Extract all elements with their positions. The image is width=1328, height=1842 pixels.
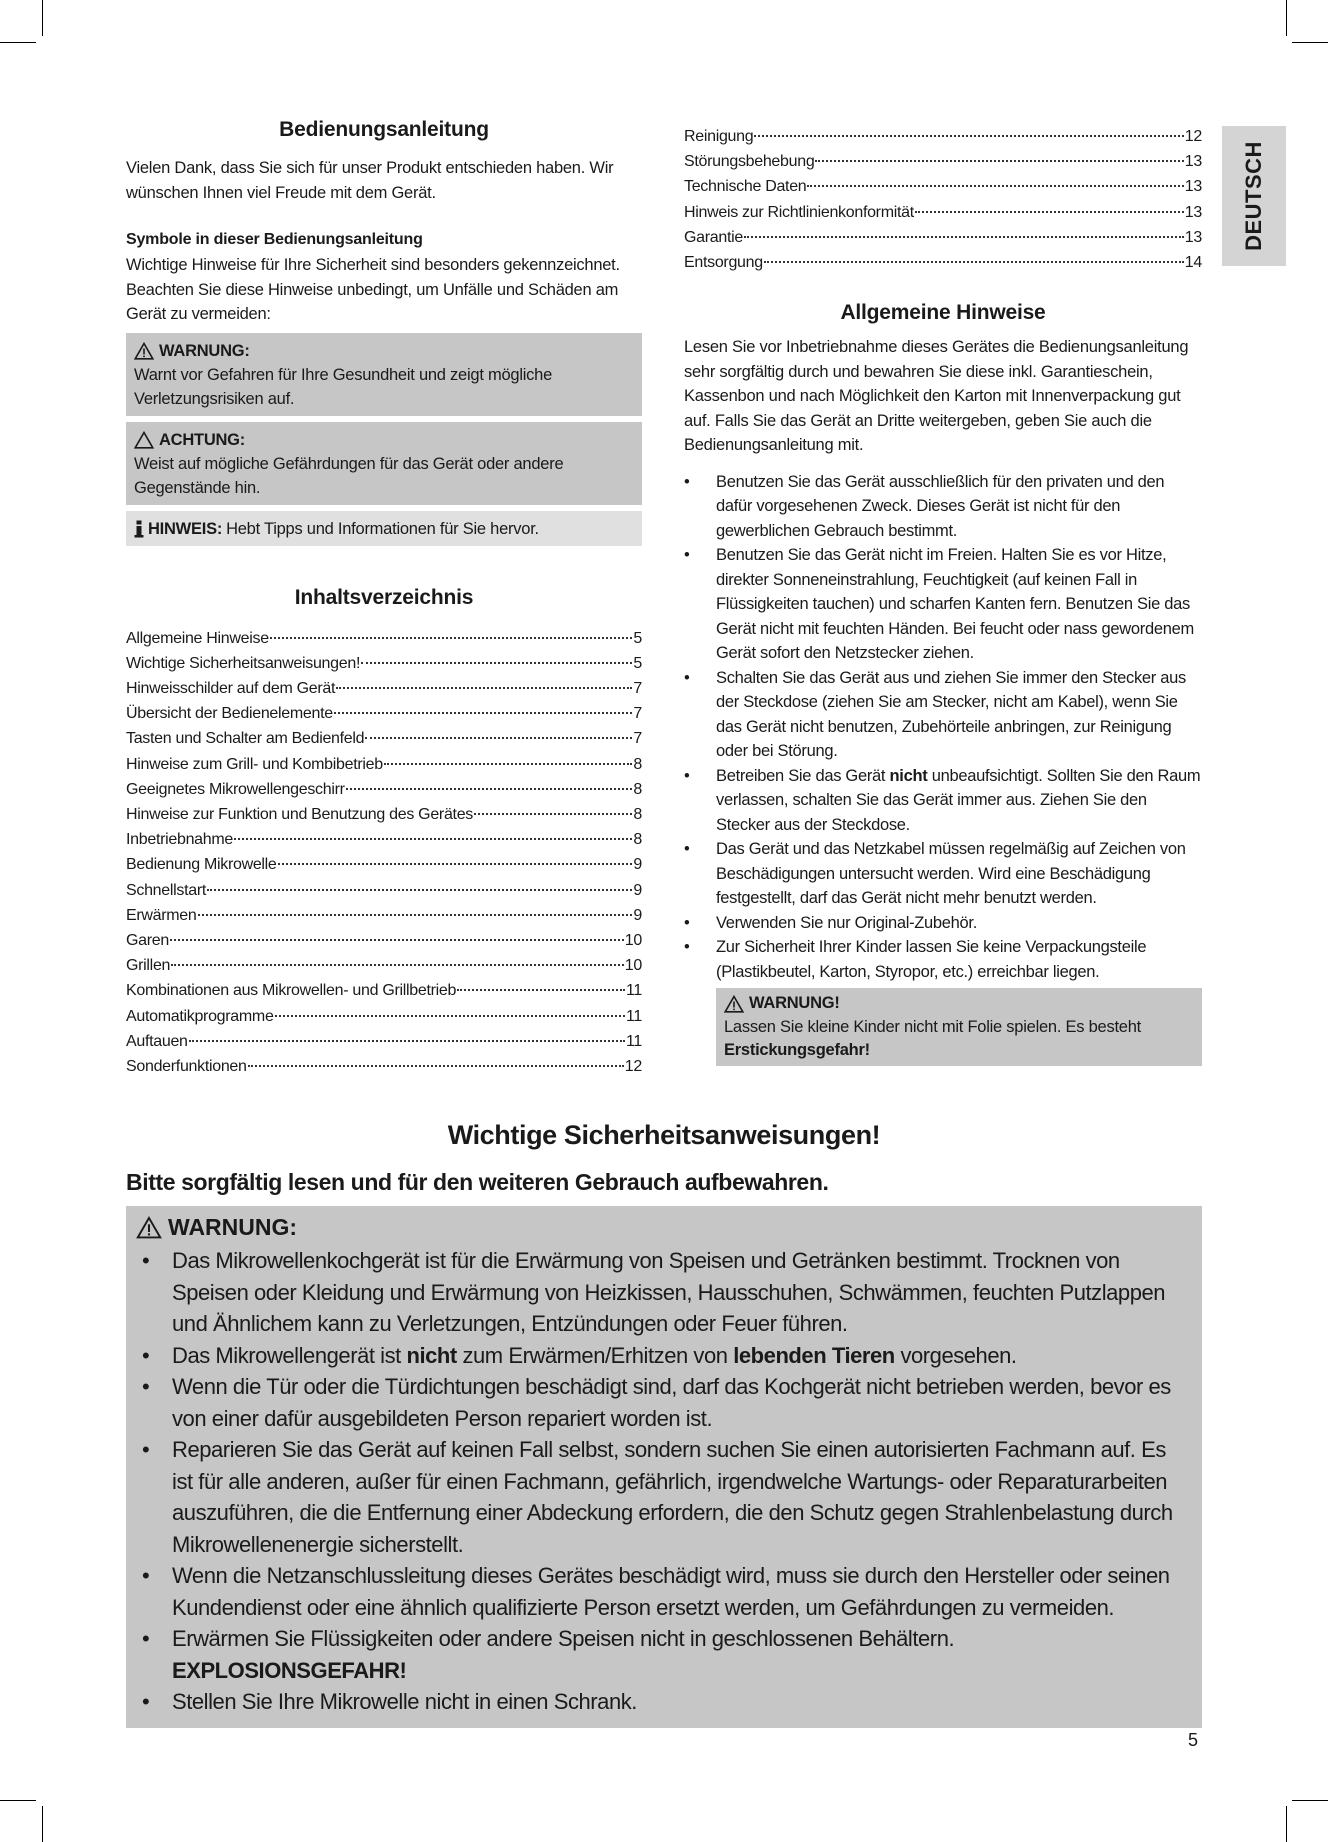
toc-leader-dots: [384, 763, 633, 765]
toc-entry: [126, 928, 642, 953]
safety-section: [126, 1120, 1202, 1728]
page-number: 5: [1188, 1730, 1199, 1750]
toc-leader-dots: [457, 989, 625, 991]
toc-entry-label: Geeignetes Mikrowellengeschirr: [126, 780, 345, 798]
toc-entry-label: Wichtige Sicherheitsanweisungen!: [126, 654, 361, 672]
safety-subtitle: Bitte sorgfältig lesen und für den weiteren Gebrauch aufbewahren.: [126, 1169, 829, 1195]
toc-entry-label: Hinweis zur Richtlinienkonformität: [684, 203, 914, 221]
left-column: [126, 118, 642, 1079]
toc-entry: [126, 1029, 642, 1054]
safety-item-text: Erwärmen Sie Flüssigkeiten oder andere Speisen nicht in geschlossenen Behältern.: [172, 1626, 955, 1651]
toc-entry: [126, 1004, 642, 1029]
child-warning-box: [716, 988, 1202, 1066]
toc-entry: [126, 726, 642, 751]
toc-entry-page: 12: [1184, 128, 1202, 145]
toc-entry-page: 8: [633, 755, 642, 773]
toc-leader-dots: [248, 1065, 624, 1067]
toc-entry-label: Automatikprogramme: [126, 1007, 274, 1025]
toc-entry-label: Tasten und Schalter am Bedienfeld: [126, 730, 365, 748]
toc-leader-dots: [754, 135, 1183, 137]
toc-leader-dots: [334, 712, 633, 714]
caution-triangle-icon: [134, 431, 154, 449]
general-notes-list: [684, 470, 1202, 985]
toc-leader-dots: [270, 637, 633, 639]
list-item: [684, 470, 1202, 544]
caution-box: [126, 422, 642, 505]
toc-entry: [126, 852, 642, 877]
toc-entry-page: 11: [625, 1007, 642, 1025]
toc-entry-page: 9: [633, 856, 642, 874]
toc-entry-page: 10: [624, 957, 642, 975]
note-box: [126, 511, 642, 546]
toc-leader-dots: [744, 236, 1184, 238]
safety-item-emphasis: lebenden Tieren: [733, 1342, 895, 1368]
toc-entry-page: 5: [633, 629, 642, 647]
toc-entry-page: 8: [633, 831, 642, 849]
toc-entry-label: Bedienung Mikrowelle: [126, 856, 277, 874]
intro-text: Vielen Dank, dass Sie sich für unser Produkt entschieden haben. Wir wünschen Ihnen viel Freude mit dem Gerät.: [126, 159, 614, 202]
toc-entry-label: Allgemeine Hinweise: [126, 629, 269, 647]
crop-mark: [1286, 1806, 1287, 1842]
toc-leader-dots: [474, 813, 632, 815]
toc-entry: [126, 1054, 642, 1079]
crop-mark: [1286, 0, 1287, 36]
toc-entry: [126, 878, 642, 903]
toc-entry: [126, 651, 642, 676]
safety-item: [136, 1245, 1190, 1340]
manual-title: Bedienungsanleitung: [279, 118, 489, 141]
list-item: [684, 911, 1202, 936]
toc-leader-dots: [336, 687, 632, 689]
toc-leader-dots: [207, 889, 632, 891]
safety-item-text: Wenn die Netzanschlussleitung dieses Gerätes beschädigt wird, muss sie durch den Hersteller oder seinen Kundendienst oder eine ähnlich qualifizierte Person ersetzt werden, um Gefährdungen zu vermeiden.: [172, 1563, 1170, 1620]
toc-entry-page: 7: [633, 705, 642, 723]
table-of-contents-continued: [684, 124, 1202, 275]
crop-mark: [42, 1806, 43, 1842]
toc-entry-label: Auftauen: [126, 1032, 188, 1050]
warning-triangle-icon: [136, 1216, 162, 1239]
safety-item: [136, 1623, 1190, 1686]
toc-entry-label: Übersicht der Bedienelemente: [126, 705, 333, 723]
note-text: Hebt Tipps und Informationen für Sie hervor.: [226, 519, 539, 538]
toc-entry-label: Hinweisschilder auf dem Gerät: [126, 679, 336, 697]
note-label: HINWEIS:: [148, 519, 223, 538]
list-item-text: Benutzen Sie das Gerät nicht im Freien. Halten Sie es vor Hitze, direkter Sonneneinstrahlung, Feuchtigkeit (auf keinen Fall in Flüssigkeiten tauchen) und scharfen Kanten fern. Benutzen Sie das Gerät nicht mit feuchten Händen. Bei feucht oder nass gewordenem Gerät sofort den Netzstecker ziehen.: [716, 546, 1194, 663]
toc-entry-page: 12: [624, 1057, 642, 1075]
toc-entry: [126, 903, 642, 928]
list-item-emphasis: nicht: [889, 766, 928, 785]
toc-entry-label: Grillen: [126, 957, 171, 975]
toc-entry-label: Sonderfunktionen: [126, 1057, 247, 1075]
list-item: [684, 764, 1202, 838]
toc-entry-page: 13: [1184, 203, 1202, 221]
caution-text: Weist auf mögliche Gefährdungen für das Gerät oder andere Gegenstände hin.: [134, 454, 564, 497]
safety-item-emphasis: EXPLOSIONSGEFAHR!: [172, 1657, 407, 1683]
safety-item: [136, 1686, 1190, 1718]
safety-item-text: Wenn die Tür oder die Türdichtungen beschädigt sind, darf das Kochgerät nicht betrieben werden, bevor es von einer dafür ausgebildeten Person repariert worden ist.: [172, 1374, 1171, 1431]
toc-entry-label: Inbetriebnahme: [126, 831, 233, 849]
toc-leader-dots: [815, 160, 1183, 162]
crop-mark: [1292, 42, 1328, 43]
crop-mark: [0, 1800, 36, 1801]
toc-entry-label: Reinigung: [684, 128, 754, 145]
safety-item-text: vorgesehen.: [894, 1342, 1017, 1368]
list-item-text: unbeaufsichtigt. Sollten Sie den Raum verlassen, schalten Sie das Gerät immer aus. Ziehen Sie den Stecker aus der Steckdose.: [716, 766, 1201, 834]
caution-label: ACHTUNG:: [159, 430, 245, 449]
safety-item-text: Reparieren Sie das Gerät auf keinen Fall selbst, sondern suchen Sie einen autorisierten Fachmann auf. Es ist für alle anderen, außer für einen Fachmann, gefährlich, irgendwelche Wartungs- oder Reparaturarbeiten auszuführen, die die Entfernung einer Abdeckung erfordern, die den Schutz gegen Strahlenbelastung durch Mikrowellenenergie sicherstellt.: [172, 1437, 1173, 1557]
toc-leader-dots: [171, 964, 624, 966]
toc-entry-label: Hinweise zur Funktion und Benutzung des Gerätes: [126, 805, 473, 823]
list-item-text: Das Gerät und das Netzkabel müssen regelmäßig auf Zeichen von Beschädigungen untersucht werden. Wird eine Beschädigung festgestellt, darf das Gerät nicht mehr benutzt werden.: [716, 840, 1186, 908]
toc-leader-dots: [170, 939, 624, 941]
general-notes-title: Allgemeine Hinweise: [840, 301, 1046, 325]
toc-entry: [126, 777, 642, 802]
toc-entry-label: Schnellstart: [126, 881, 206, 899]
toc-entry-label: Garantie: [684, 228, 743, 246]
toc-leader-dots: [198, 914, 633, 916]
safety-item: [136, 1340, 1190, 1372]
toc-leader-dots: [275, 1015, 625, 1017]
list-item-text: Zur Sicherheit Ihrer Kinder lassen Sie keine Verpackungsteile (Plastikbeutel, Karton, Styropor, etc.) erreichbar liegen.: [716, 938, 1147, 981]
safety-item: [136, 1560, 1190, 1623]
toc-entry-page: 8: [633, 780, 642, 798]
toc-entry-label: Hinweise zum Grill- und Kombibetrieb: [126, 755, 383, 773]
toc-entry: [684, 225, 1202, 250]
safety-item-text: Das Mikrowellengerät ist: [172, 1342, 407, 1368]
list-item: [684, 543, 1202, 666]
child-warning-emphasis: Erstickungsgefahr!: [724, 1041, 870, 1060]
list-item: [684, 935, 1202, 984]
toc-leader-dots: [365, 737, 632, 739]
toc-entry: [126, 626, 642, 651]
list-item: [684, 837, 1202, 911]
warning-box: [126, 333, 642, 416]
safety-list: [136, 1245, 1190, 1718]
list-item-text: Schalten Sie das Gerät aus und ziehen Sie immer den Stecker aus der Steckdose (ziehen Sie am Stecker, nicht am Kabel), wenn Sie das Gerät nicht benutzen, Zubehörteile anbringen, zur Reinigung oder bei Störung.: [716, 668, 1186, 761]
toc-entry: [126, 701, 642, 726]
toc-entry-page: 9: [633, 881, 642, 899]
toc-entry: [126, 953, 642, 978]
toc-entry: [684, 174, 1202, 199]
toc-leader-dots: [346, 788, 633, 790]
child-warning-label: WARNUNG!: [749, 994, 840, 1013]
child-warning-text: Lassen Sie kleine Kinder nicht mit Folie spielen. Es besteht: [724, 1017, 1141, 1036]
general-notes-text: Lesen Sie vor Inbetriebnahme dieses Gerätes die Bedienungsanleitung sehr sorgfältig durch und bewahren Sie diese inkl. Garantieschein, Kassenbon und nach Möglichkeit den Karton mit Innenverpackung gut auf. Falls Sie das Gerät an Dritte weitergeben, geben Sie auch die Bedienungsanleitung mit.: [684, 338, 1189, 455]
safety-item-emphasis: nicht: [406, 1342, 457, 1368]
crop-mark: [42, 0, 43, 36]
safety-item-text: zum Erwärmen/Erhitzen von: [456, 1342, 734, 1368]
list-item-text: Benutzen Sie das Gerät ausschließlich für den privaten und den dafür vorgesehenen Zweck. Dieses Gerät ist nicht für den gewerblichen Gebrauch bestimmt.: [716, 472, 1165, 540]
toc-leader-dots: [234, 838, 632, 840]
safety-warning-box: [126, 1206, 1202, 1728]
safety-title: Wichtige Sicherheitsanweisungen!: [447, 1120, 881, 1150]
toc-entry-label: Erwärmen: [126, 906, 197, 924]
table-of-contents: [126, 626, 642, 1080]
toc-leader-dots: [278, 863, 633, 865]
toc-entry-page: 11: [625, 982, 642, 1000]
toc-entry-label: Entsorgung: [684, 254, 763, 272]
toc-entry: [126, 827, 642, 852]
list-item-text: Betreiben Sie das Gerät: [716, 766, 890, 785]
toc-entry-label: Garen: [126, 931, 169, 949]
toc-leader-dots: [361, 662, 632, 664]
warning-text: Warnt vor Gefahren für Ihre Gesundheit und zeigt mögliche Verletzungsrisiken auf.: [134, 365, 553, 408]
toc-entry-page: 9: [633, 906, 642, 924]
toc-leader-dots: [189, 1040, 625, 1042]
toc-entry-page: 7: [633, 730, 642, 748]
toc-entry-page: 13: [1184, 153, 1202, 171]
warning-triangle-icon: [724, 995, 744, 1013]
toc-leader-dots: [764, 261, 1184, 263]
right-column: [684, 124, 1202, 1066]
safety-warning-label: WARNUNG:: [168, 1214, 298, 1240]
safety-item: [136, 1434, 1190, 1560]
toc-entry: [684, 250, 1202, 275]
toc-entry: [126, 752, 642, 777]
safety-item-text: Das Mikrowellenkochgerät ist für die Erwärmung von Speisen und Getränken bestimmt. Trocknen von Speisen oder Kleidung und Erwärmung von Heizkissen, Hausschuhen, Schwämmen, feuchten Putzlappen und Ähnlichem kann zu Verletzungen, Entzündungen oder Feuer führen.: [172, 1248, 1166, 1336]
toc-title: Inhaltsverzeichnis: [294, 585, 474, 609]
safety-item: [136, 1371, 1190, 1434]
toc-leader-dots: [807, 185, 1183, 187]
toc-entry-page: 14: [1184, 254, 1202, 272]
toc-entry-page: 5: [633, 654, 642, 672]
toc-entry: [126, 676, 642, 701]
list-item: [684, 666, 1202, 764]
toc-entry-label: Technische Daten: [684, 178, 807, 196]
toc-entry-label: Kombinationen aus Mikrowellen- und Grillbetrieb: [126, 982, 457, 1000]
toc-leader-dots: [915, 211, 1184, 213]
toc-entry-page: 11: [625, 1032, 642, 1050]
info-icon: [134, 520, 144, 538]
toc-entry: [684, 200, 1202, 225]
toc-entry-page: 13: [1184, 178, 1202, 196]
crop-mark: [1292, 1800, 1328, 1801]
safety-item-text: Stellen Sie Ihre Mikrowelle nicht in einen Schrank.: [172, 1689, 637, 1714]
toc-entry-page: 8: [633, 805, 642, 823]
toc-entry-label: Störungsbehebung: [684, 153, 815, 171]
toc-entry-page: 10: [624, 931, 642, 949]
language-tab: [1222, 126, 1286, 266]
toc-entry-page: 7: [633, 679, 642, 697]
toc-entry-page: 13: [1184, 228, 1202, 246]
crop-mark: [0, 42, 36, 43]
list-item-text: Verwenden Sie nur Original-Zubehör.: [716, 913, 977, 932]
toc-entry: [684, 149, 1202, 174]
symbols-heading: Symbole in dieser Bedienungsanleitung: [126, 231, 423, 248]
toc-entry: [126, 802, 642, 827]
symbols-text: Wichtige Hinweise für Ihre Sicherheit sind besonders gekennzeichnet. Beachten Sie diese Hinweise unbedingt, um Unfälle und Schäden am Gerät zu vermeiden:: [126, 256, 620, 323]
warning-triangle-icon: [134, 342, 154, 360]
language-label: DEUTSCH: [1241, 141, 1266, 251]
warning-label: WARNUNG:: [159, 341, 250, 360]
toc-entry: [684, 124, 1202, 149]
toc-entry: [126, 978, 642, 1003]
